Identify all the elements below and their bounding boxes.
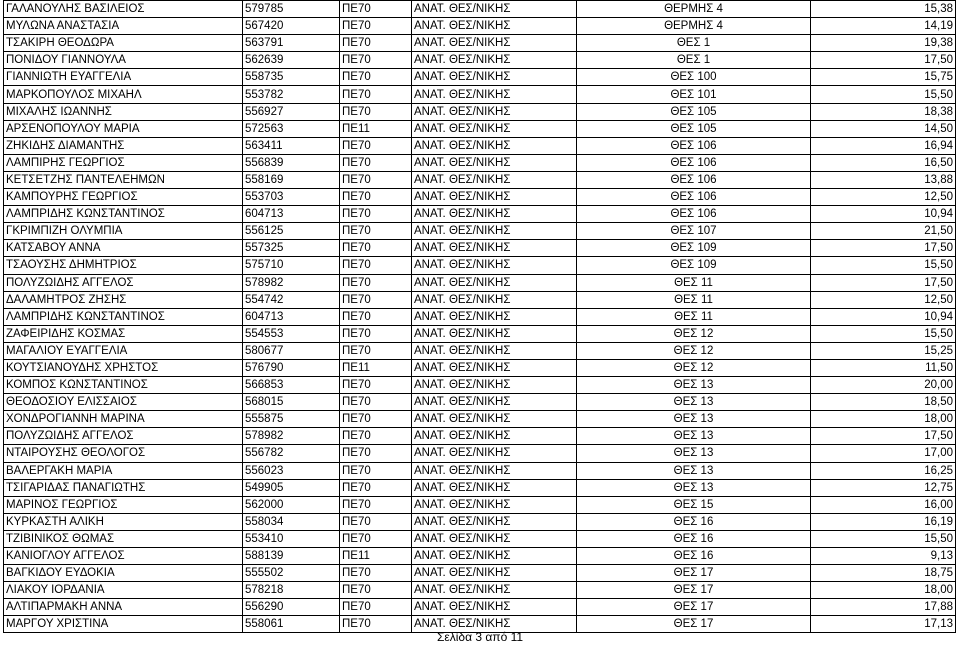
- cell-area: ΘΕΣ 16: [577, 548, 811, 565]
- cell-code: 554553: [243, 325, 340, 342]
- cell-specialty: ΠΕ70: [340, 530, 412, 547]
- cell-score: 17,00: [811, 445, 956, 462]
- cell-name: ΠΟΛΥΖΩΙΔΗΣ ΑΓΓΕΛΟΣ: [4, 274, 243, 291]
- cell-name: ΖΑΦΕΙΡΙΔΗΣ ΚΟΣΜΑΣ: [4, 325, 243, 342]
- cell-code: 556125: [243, 223, 340, 240]
- cell-specialty: ΠΕ70: [340, 445, 412, 462]
- cell-score: 9,13: [811, 548, 956, 565]
- table-row: [4, 599, 956, 616]
- cell-name: ΚΑΤΣΑΒΟΥ ΑΝΝΑ: [4, 240, 243, 257]
- cell-area: ΘΕΣ 17: [577, 582, 811, 599]
- cell-name: ΚΑΜΠΟΥΡΗΣ ΓΕΩΡΓΙΟΣ: [4, 189, 243, 206]
- table-row: [4, 325, 956, 342]
- cell-region: ΑΝΑΤ. ΘΕΣ/ΝΙΚΗΣ: [412, 599, 577, 616]
- cell-score: 16,50: [811, 154, 956, 171]
- cell-name: ΘΕΟΔΟΣΙΟΥ ΕΛΙΣΣΑΙΟΣ: [4, 394, 243, 411]
- cell-area: ΘΕΣ 12: [577, 325, 811, 342]
- cell-specialty: ΠΕ70: [340, 308, 412, 325]
- cell-code: 558034: [243, 513, 340, 530]
- cell-name: ΚΑΝΙΟΓΛΟΥ ΑΓΓΕΛΟΣ: [4, 548, 243, 565]
- cell-region: ΑΝΑΤ. ΘΕΣ/ΝΙΚΗΣ: [412, 189, 577, 206]
- cell-name: ΚΟΜΠΟΣ ΚΩΝΣΤΑΝΤΙΝΟΣ: [4, 377, 243, 394]
- cell-area: ΘΕΡΜΗΣ 4: [577, 18, 811, 35]
- cell-code: 578982: [243, 274, 340, 291]
- cell-specialty: ΠΕ70: [340, 35, 412, 52]
- table-row: [4, 171, 956, 188]
- cell-score: 15,50: [811, 325, 956, 342]
- cell-name: ΛΑΜΠΡΙΔΗΣ ΚΩΝΣΤΑΝΤΙΝΟΣ: [4, 206, 243, 223]
- cell-score: 18,38: [811, 103, 956, 120]
- cell-code: 556782: [243, 445, 340, 462]
- table-row: [4, 411, 956, 428]
- table-row: [4, 1, 956, 18]
- cell-name: ΜΑΡΙΝΟΣ ΓΕΩΡΓΙΟΣ: [4, 496, 243, 513]
- cell-score: 16,25: [811, 462, 956, 479]
- table-row: [4, 548, 956, 565]
- table-row: [4, 359, 956, 376]
- cell-name: ΖΗΚΙΔΗΣ ΔΙΑΜΑΝΤΗΣ: [4, 137, 243, 154]
- cell-region: ΑΝΑΤ. ΘΕΣ/ΝΙΚΗΣ: [412, 394, 577, 411]
- cell-code: 555502: [243, 565, 340, 582]
- cell-area: ΘΕΣ 13: [577, 377, 811, 394]
- cell-specialty: ΠΕ70: [340, 513, 412, 530]
- cell-name: ΤΖΙΒΙΝΙΚΟΣ ΘΩΜΑΣ: [4, 530, 243, 547]
- cell-specialty: ΠΕ11: [340, 548, 412, 565]
- cell-area: ΘΕΣ 13: [577, 394, 811, 411]
- table-row: [4, 582, 956, 599]
- cell-specialty: ΠΕ70: [340, 206, 412, 223]
- cell-area: ΘΕΣ 17: [577, 565, 811, 582]
- cell-region: ΑΝΑΤ. ΘΕΣ/ΝΙΚΗΣ: [412, 18, 577, 35]
- table-row: [4, 394, 956, 411]
- cell-code: 578218: [243, 582, 340, 599]
- cell-code: 576790: [243, 359, 340, 376]
- cell-score: 17,50: [811, 240, 956, 257]
- cell-code: 579785: [243, 1, 340, 18]
- cell-area: ΘΕΣ 100: [577, 69, 811, 86]
- cell-region: ΑΝΑΤ. ΘΕΣ/ΝΙΚΗΣ: [412, 462, 577, 479]
- cell-specialty: ΠΕ70: [340, 616, 412, 633]
- cell-region: ΑΝΑΤ. ΘΕΣ/ΝΙΚΗΣ: [412, 52, 577, 69]
- cell-score: 15,38: [811, 1, 956, 18]
- cell-name: ΠΟΛΥΖΩΙΔΗΣ ΑΓΓΕΛΟΣ: [4, 428, 243, 445]
- cell-name: ΜΑΡΚΟΠΟΥΛΟΣ ΜΙΧΑΗΛ: [4, 86, 243, 103]
- cell-area: ΘΕΡΜΗΣ 4: [577, 1, 811, 18]
- cell-specialty: ΠΕ11: [340, 120, 412, 137]
- cell-region: ΑΝΑΤ. ΘΕΣ/ΝΙΚΗΣ: [412, 137, 577, 154]
- cell-code: 572563: [243, 120, 340, 137]
- cell-specialty: ΠΕ70: [340, 565, 412, 582]
- cell-name: ΠΟΝΙΔΟΥ ΓΙΑΝΝΟΥΛΑ: [4, 52, 243, 69]
- cell-code: 553703: [243, 189, 340, 206]
- cell-area: ΘΕΣ 17: [577, 616, 811, 633]
- cell-code: 563411: [243, 137, 340, 154]
- cell-name: ΤΣΙΓΑΡΙΔΑΣ ΠΑΝΑΓΙΩΤΗΣ: [4, 479, 243, 496]
- cell-region: ΑΝΑΤ. ΘΕΣ/ΝΙΚΗΣ: [412, 548, 577, 565]
- cell-specialty: ΠΕ11: [340, 359, 412, 376]
- cell-specialty: ΠΕ70: [340, 257, 412, 274]
- cell-area: ΘΕΣ 17: [577, 599, 811, 616]
- cell-specialty: ΠΕ70: [340, 496, 412, 513]
- cell-name: ΜΑΓΑΛΙΟΥ ΕΥΑΓΓΕΛΙΑ: [4, 342, 243, 359]
- cell-score: 18,75: [811, 565, 956, 582]
- cell-specialty: ΠΕ70: [340, 479, 412, 496]
- cell-area: ΘΕΣ 11: [577, 291, 811, 308]
- table-row: [4, 342, 956, 359]
- table-row: [4, 206, 956, 223]
- cell-code: 568015: [243, 394, 340, 411]
- cell-score: 21,50: [811, 223, 956, 240]
- table-row: [4, 462, 956, 479]
- cell-region: ΑΝΑΤ. ΘΕΣ/ΝΙΚΗΣ: [412, 342, 577, 359]
- cell-region: ΑΝΑΤ. ΘΕΣ/ΝΙΚΗΣ: [412, 1, 577, 18]
- cell-code: 604713: [243, 308, 340, 325]
- cell-area: ΘΕΣ 13: [577, 411, 811, 428]
- cell-code: 558735: [243, 69, 340, 86]
- cell-code: 566853: [243, 377, 340, 394]
- cell-code: 580677: [243, 342, 340, 359]
- cell-score: 18,50: [811, 394, 956, 411]
- cell-code: 562000: [243, 496, 340, 513]
- cell-specialty: ΠΕ70: [340, 69, 412, 86]
- cell-specialty: ΠΕ70: [340, 86, 412, 103]
- cell-area: ΘΕΣ 107: [577, 223, 811, 240]
- cell-region: ΑΝΑΤ. ΘΕΣ/ΝΙΚΗΣ: [412, 359, 577, 376]
- cell-area: ΘΕΣ 105: [577, 120, 811, 137]
- cell-code: 556927: [243, 103, 340, 120]
- cell-code: 558061: [243, 616, 340, 633]
- cell-name: ΤΣΑΟΥΣΗΣ ΔΗΜΗΤΡΙΟΣ: [4, 257, 243, 274]
- cell-specialty: ΠΕ70: [340, 291, 412, 308]
- cell-specialty: ΠΕ70: [340, 223, 412, 240]
- table-row: [4, 137, 956, 154]
- cell-region: ΑΝΑΤ. ΘΕΣ/ΝΙΚΗΣ: [412, 496, 577, 513]
- cell-specialty: ΠΕ70: [340, 394, 412, 411]
- table-row: [4, 86, 956, 103]
- cell-score: 12,75: [811, 479, 956, 496]
- cell-name: ΚΕΤΣΕΤΖΗΣ ΠΑΝΤΕΛΕΗΜΩΝ: [4, 171, 243, 188]
- cell-area: ΘΕΣ 106: [577, 189, 811, 206]
- table-row: [4, 223, 956, 240]
- cell-area: ΘΕΣ 106: [577, 206, 811, 223]
- cell-name: ΛΑΜΠΙΡΗΣ ΓΕΩΡΓΙΟΣ: [4, 154, 243, 171]
- cell-name: ΜΑΡΓΟΥ ΧΡΙΣΤΙΝΑ: [4, 616, 243, 633]
- cell-area: ΘΕΣ 12: [577, 342, 811, 359]
- cell-score: 12,50: [811, 189, 956, 206]
- cell-code: 553410: [243, 530, 340, 547]
- teachers-table: [3, 0, 956, 633]
- table-row: [4, 69, 956, 86]
- cell-code: 556023: [243, 462, 340, 479]
- page-number: Σελίδα 3 από 11: [436, 630, 524, 644]
- cell-region: ΑΝΑΤ. ΘΕΣ/ΝΙΚΗΣ: [412, 428, 577, 445]
- cell-region: ΑΝΑΤ. ΘΕΣ/ΝΙΚΗΣ: [412, 565, 577, 582]
- cell-area: ΘΕΣ 11: [577, 308, 811, 325]
- cell-region: ΑΝΑΤ. ΘΕΣ/ΝΙΚΗΣ: [412, 206, 577, 223]
- cell-code: 556290: [243, 599, 340, 616]
- cell-region: ΑΝΑΤ. ΘΕΣ/ΝΙΚΗΣ: [412, 35, 577, 52]
- cell-name: ΓΙΑΝΝΙΩΤΗ ΕΥΑΓΓΕΛΙΑ: [4, 69, 243, 86]
- table-row: [4, 445, 956, 462]
- cell-name: ΒΑΓΚΙΔΟΥ ΕΥΔΟΚΙΑ: [4, 565, 243, 582]
- table-row: [4, 479, 956, 496]
- cell-specialty: ΠΕ70: [340, 342, 412, 359]
- cell-code: 556839: [243, 154, 340, 171]
- table-row: [4, 565, 956, 582]
- cell-score: 10,94: [811, 206, 956, 223]
- table-row: [4, 496, 956, 513]
- table-body: [4, 1, 956, 633]
- cell-region: ΑΝΑΤ. ΘΕΣ/ΝΙΚΗΣ: [412, 103, 577, 120]
- cell-region: ΑΝΑΤ. ΘΕΣ/ΝΙΚΗΣ: [412, 582, 577, 599]
- cell-region: ΑΝΑΤ. ΘΕΣ/ΝΙΚΗΣ: [412, 377, 577, 394]
- cell-specialty: ΠΕ70: [340, 428, 412, 445]
- cell-code: 555875: [243, 411, 340, 428]
- cell-specialty: ΠΕ70: [340, 137, 412, 154]
- cell-area: ΘΕΣ 13: [577, 462, 811, 479]
- cell-specialty: ΠΕ70: [340, 18, 412, 35]
- cell-code: 549905: [243, 479, 340, 496]
- cell-name: ΛΙΑΚΟΥ ΙΟΡΔΑΝΙΑ: [4, 582, 243, 599]
- cell-area: ΘΕΣ 109: [577, 240, 811, 257]
- cell-area: ΘΕΣ 1: [577, 35, 811, 52]
- cell-region: ΑΝΑΤ. ΘΕΣ/ΝΙΚΗΣ: [412, 513, 577, 530]
- cell-score: 10,94: [811, 308, 956, 325]
- table-row: [4, 274, 956, 291]
- cell-area: ΘΕΣ 13: [577, 428, 811, 445]
- cell-specialty: ΠΕ70: [340, 274, 412, 291]
- cell-specialty: ΠΕ70: [340, 377, 412, 394]
- cell-area: ΘΕΣ 16: [577, 513, 811, 530]
- cell-specialty: ΠΕ70: [340, 154, 412, 171]
- cell-specialty: ΠΕ70: [340, 1, 412, 18]
- cell-region: ΑΝΑΤ. ΘΕΣ/ΝΙΚΗΣ: [412, 291, 577, 308]
- cell-code: 567420: [243, 18, 340, 35]
- cell-score: 14,50: [811, 120, 956, 137]
- cell-code: 578982: [243, 428, 340, 445]
- table-row: [4, 291, 956, 308]
- table-row: [4, 35, 956, 52]
- cell-score: 17,88: [811, 599, 956, 616]
- cell-score: 16,19: [811, 513, 956, 530]
- cell-code: 588139: [243, 548, 340, 565]
- cell-name: ΔΑΛΑΜΗΤΡΟΣ ΖΗΣΗΣ: [4, 291, 243, 308]
- cell-name: ΜΥΛΩΝΑ ΑΝΑΣΤΑΣΙΑ: [4, 18, 243, 35]
- cell-code: 558169: [243, 171, 340, 188]
- cell-code: 575710: [243, 257, 340, 274]
- cell-name: ΜΙΧΑΛΗΣ ΙΩΑΝΝΗΣ: [4, 103, 243, 120]
- cell-region: ΑΝΑΤ. ΘΕΣ/ΝΙΚΗΣ: [412, 69, 577, 86]
- cell-specialty: ΠΕ70: [340, 52, 412, 69]
- table-row: [4, 530, 956, 547]
- cell-score: 15,75: [811, 69, 956, 86]
- table-row: [4, 103, 956, 120]
- cell-score: 13,88: [811, 171, 956, 188]
- cell-area: ΘΕΣ 1: [577, 52, 811, 69]
- cell-name: ΓΚΡΙΜΠΙΖΗ ΟΛΥΜΠΙΑ: [4, 223, 243, 240]
- cell-score: 17,50: [811, 428, 956, 445]
- cell-code: 557325: [243, 240, 340, 257]
- cell-name: ΚΟΥΤΣΙΑΝΟΥΔΗΣ ΧΡΗΣΤΟΣ: [4, 359, 243, 376]
- table-row: [4, 189, 956, 206]
- cell-score: 17,50: [811, 274, 956, 291]
- cell-region: ΑΝΑΤ. ΘΕΣ/ΝΙΚΗΣ: [412, 120, 577, 137]
- cell-score: 18,00: [811, 582, 956, 599]
- cell-region: ΑΝΑΤ. ΘΕΣ/ΝΙΚΗΣ: [412, 171, 577, 188]
- cell-area: ΘΕΣ 15: [577, 496, 811, 513]
- cell-name: ΛΑΜΠΡΙΔΗΣ ΚΩΝΣΤΑΝΤΙΝΟΣ: [4, 308, 243, 325]
- cell-area: ΘΕΣ 106: [577, 171, 811, 188]
- cell-region: ΑΝΑΤ. ΘΕΣ/ΝΙΚΗΣ: [412, 308, 577, 325]
- cell-code: 562639: [243, 52, 340, 69]
- cell-area: ΘΕΣ 11: [577, 274, 811, 291]
- cell-score: 15,25: [811, 342, 956, 359]
- cell-specialty: ΠΕ70: [340, 240, 412, 257]
- cell-name: ΚΥΡΚΑΣΤΗ ΑΛΙΚΗ: [4, 513, 243, 530]
- cell-name: ΓΑΛΑΝΟΥΛΗΣ ΒΑΣΙΛΕΙΟΣ: [4, 1, 243, 18]
- cell-area: ΘΕΣ 12: [577, 359, 811, 376]
- document-page: [3, 0, 955, 633]
- cell-region: ΑΝΑΤ. ΘΕΣ/ΝΙΚΗΣ: [412, 257, 577, 274]
- table-row: [4, 377, 956, 394]
- table-row: [4, 18, 956, 35]
- cell-name: ΑΛΤΙΠΑΡΜΑΚΗ ΑΝΝΑ: [4, 599, 243, 616]
- table-row: [4, 428, 956, 445]
- cell-name: ΝΤΑΙΡΟΥΣΗΣ ΘΕΟΛΟΓΟΣ: [4, 445, 243, 462]
- table-row: [4, 52, 956, 69]
- cell-specialty: ΠΕ70: [340, 171, 412, 188]
- cell-area: ΘΕΣ 109: [577, 257, 811, 274]
- cell-area: ΘΕΣ 16: [577, 530, 811, 547]
- table-row: [4, 240, 956, 257]
- cell-name: ΒΑΛΕΡΓΑΚΗ ΜΑΡΙΑ: [4, 462, 243, 479]
- table-row: [4, 513, 956, 530]
- cell-specialty: ΠΕ70: [340, 325, 412, 342]
- cell-specialty: ΠΕ70: [340, 582, 412, 599]
- cell-area: ΘΕΣ 106: [577, 154, 811, 171]
- cell-score: 12,50: [811, 291, 956, 308]
- cell-code: 604713: [243, 206, 340, 223]
- cell-score: 17,13: [811, 616, 956, 633]
- cell-score: 19,38: [811, 35, 956, 52]
- table-row: [4, 154, 956, 171]
- cell-score: 17,50: [811, 52, 956, 69]
- cell-area: ΘΕΣ 101: [577, 86, 811, 103]
- cell-score: 16,00: [811, 496, 956, 513]
- table-row: [4, 308, 956, 325]
- cell-score: 14,19: [811, 18, 956, 35]
- cell-area: ΘΕΣ 105: [577, 103, 811, 120]
- cell-area: ΘΕΣ 13: [577, 479, 811, 496]
- cell-area: ΘΕΣ 106: [577, 137, 811, 154]
- cell-region: ΑΝΑΤ. ΘΕΣ/ΝΙΚΗΣ: [412, 86, 577, 103]
- cell-area: ΘΕΣ 13: [577, 445, 811, 462]
- cell-score: 11,50: [811, 359, 956, 376]
- cell-score: 18,00: [811, 411, 956, 428]
- cell-code: 563791: [243, 35, 340, 52]
- cell-name: ΑΡΣΕΝΟΠΟΥΛΟΥ ΜΑΡΙΑ: [4, 120, 243, 137]
- cell-region: ΑΝΑΤ. ΘΕΣ/ΝΙΚΗΣ: [412, 274, 577, 291]
- cell-region: ΑΝΑΤ. ΘΕΣ/ΝΙΚΗΣ: [412, 479, 577, 496]
- cell-score: 16,94: [811, 137, 956, 154]
- cell-region: ΑΝΑΤ. ΘΕΣ/ΝΙΚΗΣ: [412, 154, 577, 171]
- cell-region: ΑΝΑΤ. ΘΕΣ/ΝΙΚΗΣ: [412, 445, 577, 462]
- cell-name: ΧΟΝΔΡΟΓΙΑΝΝΗ ΜΑΡΙΝΑ: [4, 411, 243, 428]
- cell-specialty: ΠΕ70: [340, 103, 412, 120]
- cell-code: 554742: [243, 291, 340, 308]
- cell-specialty: ΠΕ70: [340, 189, 412, 206]
- cell-score: 20,00: [811, 377, 956, 394]
- cell-region: ΑΝΑΤ. ΘΕΣ/ΝΙΚΗΣ: [412, 325, 577, 342]
- cell-score: 15,50: [811, 86, 956, 103]
- cell-region: ΑΝΑΤ. ΘΕΣ/ΝΙΚΗΣ: [412, 616, 577, 633]
- cell-region: ΑΝΑΤ. ΘΕΣ/ΝΙΚΗΣ: [412, 530, 577, 547]
- cell-region: ΑΝΑΤ. ΘΕΣ/ΝΙΚΗΣ: [412, 411, 577, 428]
- cell-region: ΑΝΑΤ. ΘΕΣ/ΝΙΚΗΣ: [412, 223, 577, 240]
- cell-name: ΤΣΑΚΙΡΗ ΘΕΟΔΩΡΑ: [4, 35, 243, 52]
- table-row: [4, 257, 956, 274]
- cell-specialty: ΠΕ70: [340, 599, 412, 616]
- cell-region: ΑΝΑΤ. ΘΕΣ/ΝΙΚΗΣ: [412, 240, 577, 257]
- cell-score: 15,50: [811, 530, 956, 547]
- cell-specialty: ΠΕ70: [340, 462, 412, 479]
- table-row: [4, 120, 956, 137]
- cell-score: 15,50: [811, 257, 956, 274]
- cell-code: 553782: [243, 86, 340, 103]
- cell-specialty: ΠΕ70: [340, 411, 412, 428]
